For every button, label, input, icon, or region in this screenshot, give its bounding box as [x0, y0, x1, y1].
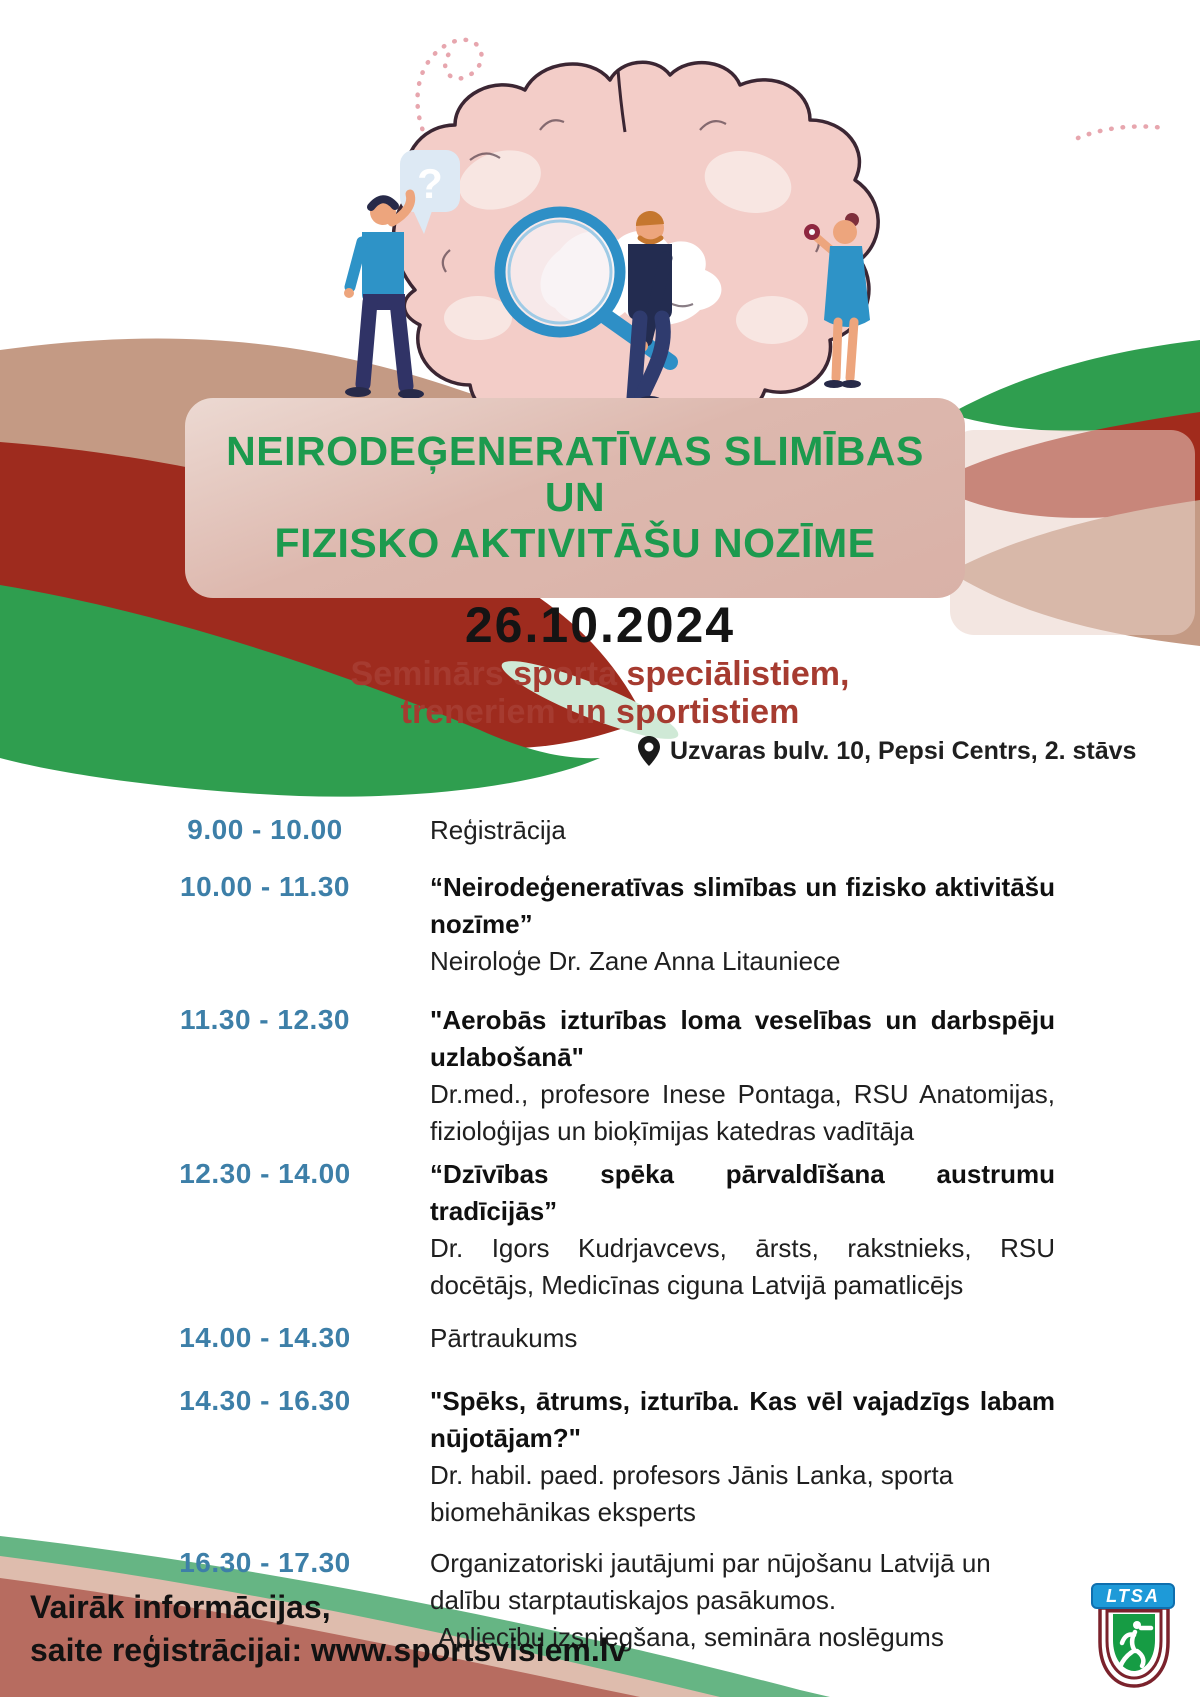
time-range: 16.30 - 17.30	[179, 1547, 351, 1578]
session-speaker: Dr. habil. paed. profesors Jānis Lanka, sporta biomehānikas eksperts	[430, 1460, 954, 1527]
event-location	[638, 736, 1136, 766]
time-range: 9.00 - 10.00	[187, 814, 343, 845]
schedule-row-break	[140, 1320, 1055, 1357]
time-range: 10.00 - 11.30	[180, 871, 350, 902]
subtitle-line2: treneriem un sportistiem	[400, 693, 800, 732]
ltsa-logo	[1084, 1578, 1182, 1692]
session-speaker: Neiroloģe Dr. Zane Anna Litauniece	[430, 946, 841, 976]
schedule-list	[140, 812, 1055, 1656]
session-text: Reģistrācija	[430, 815, 566, 845]
poster-title-line2: UN	[544, 474, 606, 521]
event-date: 26.10.2024	[464, 597, 736, 653]
location-pin-icon	[638, 736, 660, 766]
question-mark: ?	[417, 160, 443, 207]
session-speaker: Dr.med., profesore Inese Pontaga, RSU Anatomijas, fizioloģijas un bioķīmijas katedras vadītāja	[430, 1079, 1055, 1146]
subtitle-line1: Seminārs sporta speciālistiem,	[350, 655, 850, 693]
poster-title-line1: NEIRODEĢENERATĪVAS SLIMĪBAS	[226, 428, 924, 475]
footer-info	[30, 1586, 626, 1672]
session-speaker: Dr. Igors Kudrjavcevs, ārsts, rakstnieks, RSU docētājs, Medicīnas ciguna Latvijā pamatlicējs	[430, 1233, 1055, 1300]
schedule-row-lecture2	[140, 1002, 1055, 1150]
session-text: Pārtraukums	[430, 1323, 578, 1353]
registration-link[interactable]: saite reģistrācijai: www.sportsvisiem.lv	[30, 1632, 627, 1669]
title-panel	[185, 398, 965, 598]
dotted-line-right	[1078, 126, 1164, 138]
schedule-row-registration	[140, 812, 1055, 849]
schedule-row-lecture1	[140, 869, 1055, 980]
session-title: “Neirodeģeneratīvas slimības un fizisko aktivitāšu nozīme”	[430, 872, 1055, 939]
poster-title-line3: FIZISKO AKTIVITĀŠU NOZĪME	[274, 519, 876, 566]
schedule-row-lecture4	[140, 1383, 1055, 1531]
location-text: Uzvaras bulv. 10, Pepsi Centrs, 2. stāvs	[670, 736, 1137, 765]
time-range: 14.00 - 14.30	[179, 1322, 351, 1353]
session-title: "Spēks, ātrums, izturība. Kas vēl vajadzīgs labam nūjotājam?"	[430, 1386, 1055, 1453]
session-title: "Aerobās izturības loma veselības un darbspēju uzlabošanā"	[430, 1005, 1055, 1072]
logo-text: LTSA	[1106, 1586, 1160, 1606]
time-range: 12.30 - 14.00	[179, 1158, 351, 1189]
session-text: Organizatoriski jautājumi par nūjošanu Latvijā un dalību starptautiskajos pasākumos.	[430, 1548, 991, 1615]
footer-info-line1: Vairāk informācijas,	[30, 1589, 331, 1625]
session-title: “Dzīvības spēka pārvaldīšana austrumu tradīcijās”	[430, 1159, 1055, 1226]
time-range: 14.30 - 16.30	[179, 1385, 351, 1416]
schedule-row-lecture3	[140, 1156, 1055, 1304]
event-subtitle	[0, 655, 1200, 732]
session-text2: Apliecību izsniegšana, semināra noslēgums	[438, 1622, 944, 1652]
time-range: 11.30 - 12.30	[180, 1004, 350, 1035]
brain-research-illustration	[0, 0, 1200, 440]
